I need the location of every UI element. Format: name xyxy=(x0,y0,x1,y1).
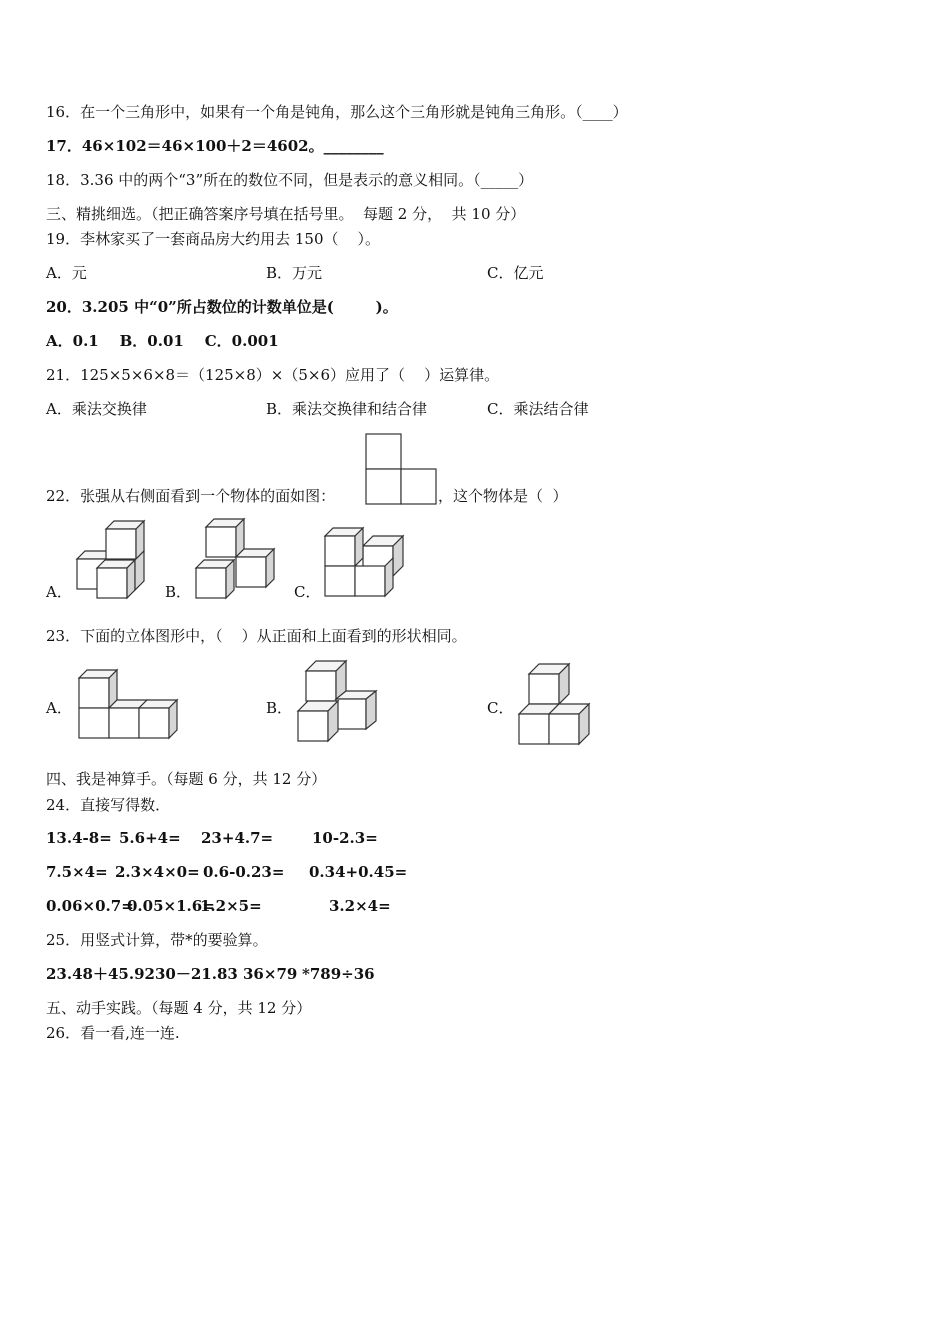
q23-option-c-label: C． xyxy=(487,699,514,717)
q23-option-c-cubes xyxy=(517,662,597,748)
q24-r2-c4: 0.34+0.45= xyxy=(309,863,408,881)
q22-option-b-cubes xyxy=(194,517,278,601)
q19-option-b: B．万元 xyxy=(266,264,323,282)
section-5-heading: 五、动手实践。（每题 4 分，共 12 分） xyxy=(46,999,312,1017)
q21-option-a: A．乘法交换律 xyxy=(46,400,147,418)
q25-item-1: 23.48＋45.92 xyxy=(46,965,155,983)
q22-option-b-label: B． xyxy=(165,583,192,601)
question-23-stem: 23．下面的立体图形中，（ ）从正面和上面看到的形状相同。 xyxy=(46,627,467,645)
q23-option-b-cubes xyxy=(296,659,382,745)
question-25-stem: 25．用竖式计算，带*的要验算。 xyxy=(46,931,268,949)
q24-r1-c3: 23+4.7= xyxy=(201,829,274,847)
q25-item-4: *789÷36 xyxy=(302,965,375,983)
q24-r1-c1: 13.4-8= xyxy=(46,829,112,847)
q21-option-c: C．乘法结合律 xyxy=(487,400,589,418)
q23-option-b-label: B． xyxy=(266,699,293,717)
question-22-stem-end: ，这个物体是（ ） xyxy=(438,487,568,505)
q22-option-c-cubes xyxy=(323,524,409,600)
q24-r3-c2: 0.05×1.6= xyxy=(127,897,215,915)
q21-option-b: B．乘法交换律和结合律 xyxy=(266,400,428,418)
q22-option-c-label: C． xyxy=(294,583,321,601)
question-20-stem: 20．3.205 中“0”所占数位的计数单位是( )。 xyxy=(46,298,398,316)
q20-options: A．0.1 B．0.01 C．0.001 xyxy=(46,332,279,350)
q22-option-a-cubes xyxy=(76,517,152,601)
side-view-figure xyxy=(364,432,440,506)
q24-r2-c2: 2.3×4×0= xyxy=(115,863,200,881)
q23-option-a-label: A． xyxy=(46,699,72,717)
question-24-stem: 24．直接写得数． xyxy=(46,796,171,814)
q19-option-a: A．元 xyxy=(46,264,87,282)
q24-r3-c1: 0.06×0.7= xyxy=(46,897,134,915)
q24-r3-c4: 3.2×4= xyxy=(329,897,391,915)
section-3-heading: 三、精挑细选。（把正确答案序号填在括号里。 每题 2 分， 共 10 分） xyxy=(46,205,526,223)
q24-r2-c1: 7.5×4= xyxy=(46,863,108,881)
q24-r1-c2: 5.6+4= xyxy=(119,829,181,847)
question-21-stem: 21．125×5×6×8＝（125×8）×（5×6）应用了（ ）运算律。 xyxy=(46,366,500,384)
q25-item-2: 30－21.83 xyxy=(155,965,238,983)
q24-r1-c4: 10-2.3= xyxy=(312,829,378,847)
q24-r3-c3: 1.2×5= xyxy=(200,897,262,915)
q25-item-3: 36×79 xyxy=(243,965,298,983)
q24-r2-c3: 0.6-0.23= xyxy=(203,863,285,881)
question-16: 16．在一个三角形中，如果有一个角是钝角，那么这个三角形就是钝角三角形。（____） xyxy=(46,103,628,121)
question-19-stem: 19．李林家买了一套商品房大约用去 150（ ）。 xyxy=(46,230,381,248)
question-17: 17．46×102＝46×100＋2＝4602。________ xyxy=(46,137,384,155)
question-26: 26．看一看,连一连. xyxy=(46,1024,180,1042)
q23-option-a-cubes xyxy=(77,668,183,744)
section-4-heading: 四、我是神算手。（每题 6 分，共 12 分） xyxy=(46,770,327,788)
q22-option-a-label: A． xyxy=(46,583,72,601)
question-18: 18．3.36 中的两个“3”所在的数位不同，但是表示的意义相同。（_____） xyxy=(46,171,534,189)
question-22-stem: 22．张强从右侧面看到一个物体的面如图： xyxy=(46,487,336,505)
q19-option-c: C．亿元 xyxy=(487,264,544,282)
